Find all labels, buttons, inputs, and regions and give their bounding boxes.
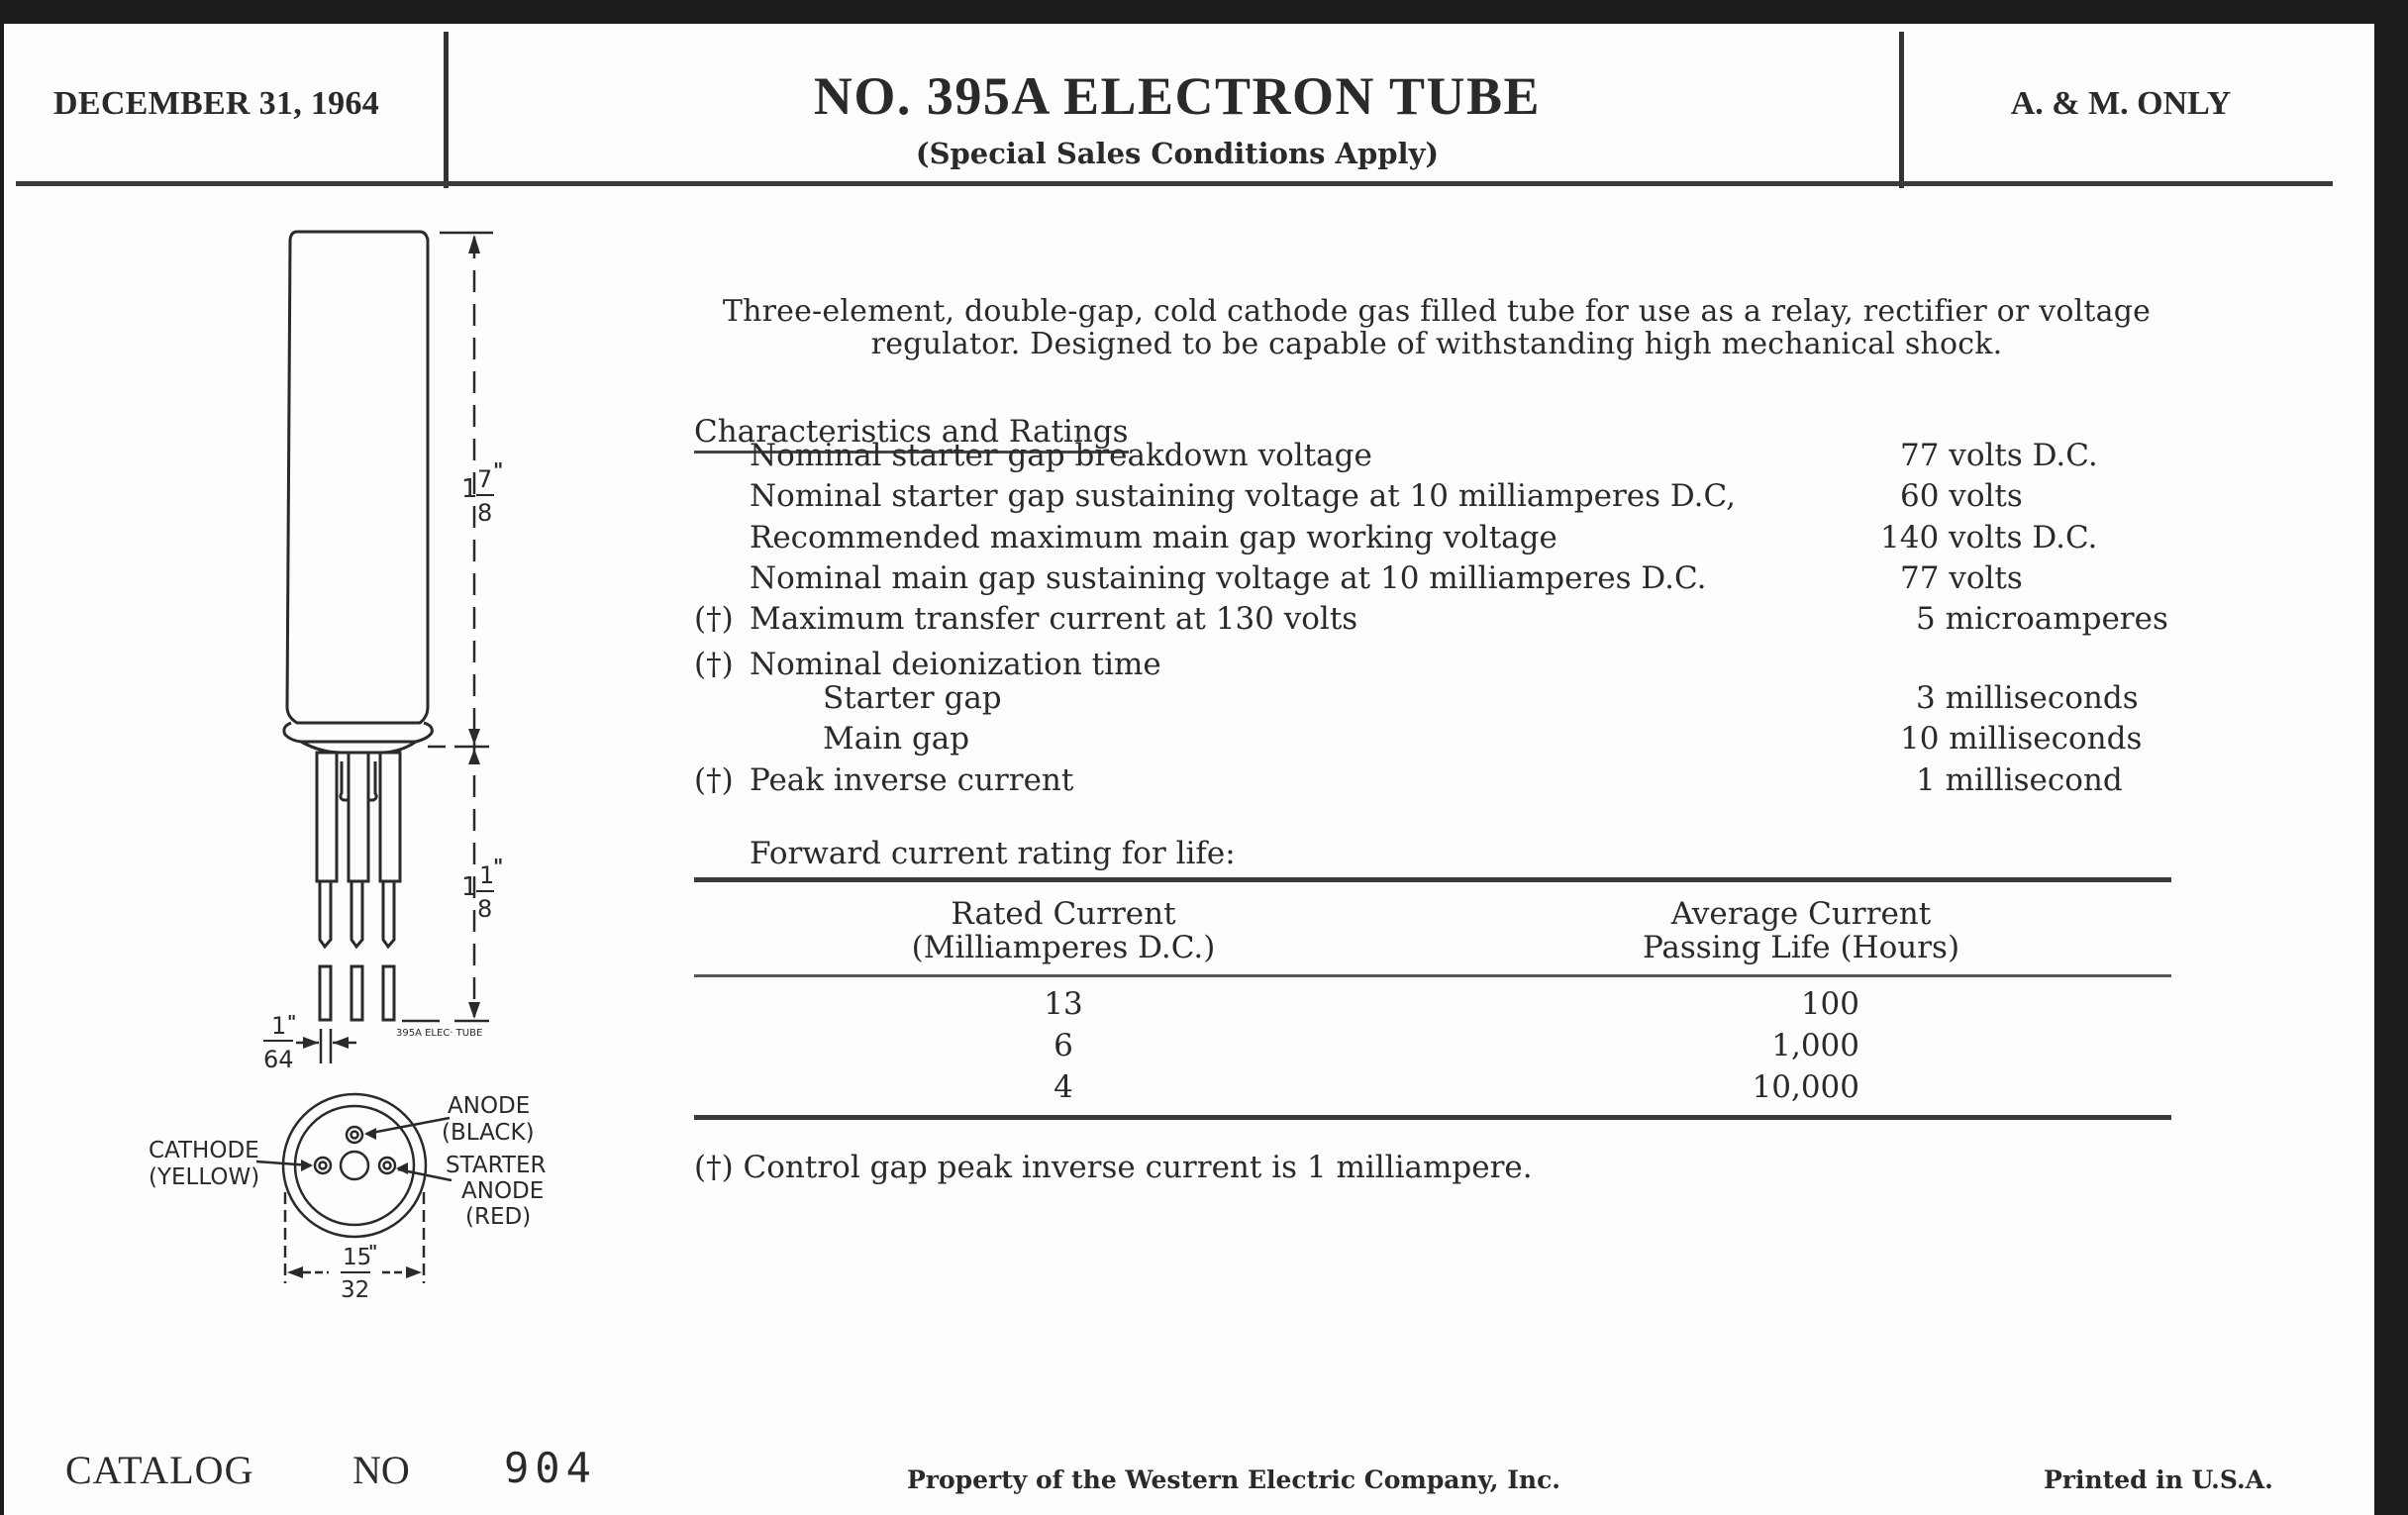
footer-property: Property of the Western Electric Company, Inc.: [907, 1465, 1561, 1494]
header-line: (Milliamperes D.C.): [911, 930, 1216, 965]
tube-base-bottom: [301, 742, 416, 753]
table-rule-bottom: [694, 1115, 2171, 1120]
table-cell-life: 10,000: [1752, 1069, 1859, 1105]
table-cell-rated: 6: [1054, 1028, 1073, 1063]
pin-bend-left: [341, 761, 348, 800]
table-cell-life: 100: [1800, 986, 1859, 1022]
label-starter-color: (RED): [465, 1204, 532, 1230]
characteristic-value: 3 milliseconds: [1916, 680, 2139, 716]
pin-left-lower: [320, 881, 331, 947]
inch-mark: ": [287, 1012, 297, 1033]
table-cell-life: 1,000: [1771, 1028, 1859, 1063]
scan-edge: [2374, 0, 2408, 1515]
catalog-number: 904: [504, 1444, 597, 1492]
footer-catalog-label: CATALOG: [65, 1448, 254, 1492]
header-line: Average Current: [1670, 896, 1932, 932]
characteristic-value: 1 millisecond: [1916, 762, 2123, 798]
table-rule-mid: [694, 974, 2171, 977]
anode-pin: [347, 1127, 362, 1143]
header-line: Passing Life (Hours): [1642, 930, 1960, 965]
table-rule-top: [694, 877, 2171, 882]
label-starter-anode: ANODE: [461, 1178, 545, 1204]
inch-mark: ": [493, 855, 504, 878]
characteristic-label: Nominal starter gap sustaining voltage at 10 milliamperes D.C,: [750, 478, 1736, 514]
arrow-down-icon: [468, 1002, 480, 1019]
inch-mark: ": [493, 458, 504, 482]
characteristic-label: Nominal main gap sustaining voltage at 10 milliamperes D.C.: [750, 560, 1707, 596]
arrow-up-icon: [468, 749, 480, 764]
tube-diagram: [4, 24, 697, 1331]
tube-body: [287, 232, 428, 723]
pin-bend-right: [369, 761, 376, 800]
characteristic-row: [694, 762, 2209, 803]
characteristic-value: 60 volts: [1900, 478, 2023, 514]
dim-pinwidth-num: 1: [271, 1012, 287, 1040]
header-line: Rated Current: [951, 896, 1176, 932]
characteristic-label: Peak inverse current: [750, 762, 1074, 798]
arrow-down-icon: [468, 729, 480, 745]
characteristic-value: 5 microamperes: [1916, 601, 2168, 637]
dim-diameter-den: 32: [341, 1277, 370, 1303]
label-anode-color: (BLACK): [442, 1120, 535, 1146]
footer-printed: Printed in U.S.A.: [2044, 1465, 2273, 1494]
label-cathode: CATHODE: [149, 1138, 259, 1163]
characteristic-label: Recommended maximum main gap working voltage: [750, 520, 1557, 556]
starter-anode-pin: [379, 1158, 395, 1173]
table-header-rated: [826, 897, 1301, 964]
characteristic-row: [694, 721, 2209, 761]
page-subtitle: (Special Sales Conditions Apply): [915, 137, 1440, 170]
restriction-label: A. & M. ONLY: [2010, 85, 2232, 122]
inch-mark: ": [368, 1242, 378, 1262]
dagger-marker: (†): [694, 647, 734, 682]
forward-current-label: Forward current rating for life:: [750, 836, 1236, 871]
arrow-up-icon: [468, 235, 480, 253]
arrow-right-icon: [301, 1160, 313, 1171]
characteristic-row: [694, 601, 2209, 642]
characteristic-row: [694, 438, 2209, 478]
characteristic-label: Maximum transfer current at 130 volts: [750, 601, 1358, 637]
dim-pinwidth-den: 64: [263, 1046, 294, 1073]
footnote: (†) Control gap peak inverse current is 1 milliampere.: [694, 1150, 1533, 1185]
dim-lead-num: 1: [479, 861, 495, 889]
characteristic-row: [694, 680, 2209, 721]
label-anode: ANODE: [448, 1093, 531, 1119]
pin-center-tip: [351, 966, 362, 1020]
arrow-left-icon: [287, 1266, 303, 1278]
pin-right-lower: [383, 881, 394, 947]
pin-center-upper: [349, 753, 368, 881]
dagger-marker: (†): [694, 762, 734, 798]
description: Three-element, double-gap, cold cathode gas filled tube for use as a relay, rectifier or voltage regulator. Designed to be capable of withstanding high mechanical shock.: [722, 294, 2152, 361]
forward-current-label-row: [694, 836, 2209, 876]
pin-left-tip: [320, 966, 331, 1020]
page-title: NO. 395A ELECTRON TUBE: [813, 66, 1542, 126]
dim-lead-whole: 1: [461, 872, 478, 902]
spec-sheet: [4, 24, 2374, 1515]
characteristic-value: 140 volts D.C.: [1880, 520, 2098, 556]
characteristic-row: [694, 520, 2209, 560]
pin-right-tip: [383, 966, 394, 1020]
characteristic-value: 10 milliseconds: [1900, 721, 2143, 757]
table-header-life: [1558, 897, 2044, 964]
tube-base-flange: [284, 723, 432, 742]
section-heading: Characteristics and Ratings: [694, 414, 1129, 454]
anode-leader: [366, 1118, 450, 1134]
characteristic-row: [694, 478, 2209, 519]
arrow-right-icon: [406, 1266, 422, 1278]
dim-diameter-num: 15: [343, 1245, 372, 1270]
arrow-right-icon: [303, 1037, 319, 1049]
base-center-hole: [341, 1152, 368, 1179]
cathode-pin: [315, 1158, 331, 1173]
table-cell-rated: 4: [1054, 1069, 1073, 1105]
characteristic-row: [694, 560, 2209, 601]
characteristic-label: Nominal starter gap breakdown voltage: [750, 438, 1372, 473]
characteristic-label: Nominal deionization time: [750, 647, 1161, 682]
label-starter: STARTER: [446, 1153, 547, 1178]
arrow-left-icon: [396, 1162, 408, 1174]
characteristic-label: Starter gap: [823, 680, 1002, 716]
dim-body-den: 8: [477, 499, 493, 527]
drawing-reference: 395A ELEC· TUBE: [396, 1028, 483, 1039]
dim-lead-den: 8: [477, 895, 493, 923]
characteristic-value: 77 volts: [1900, 560, 2023, 596]
dim-body-num: 7: [477, 465, 493, 493]
table-cell-rated: 13: [1044, 986, 1083, 1022]
footer-no-label: NO: [352, 1448, 410, 1492]
arrow-left-icon: [364, 1128, 376, 1140]
dagger-marker: (†): [694, 601, 734, 637]
pin-center-lower: [351, 881, 362, 947]
characteristic-label: Main gap: [823, 721, 970, 757]
header-date: DECEMBER 31, 1964: [53, 85, 380, 122]
dim-body-whole: 1: [461, 474, 478, 504]
pin-left-upper: [317, 753, 337, 881]
label-cathode-color: (YELLOW): [149, 1164, 260, 1190]
pin-right-upper: [380, 753, 400, 881]
characteristic-value: 77 volts D.C.: [1900, 438, 2098, 473]
arrow-left-icon: [333, 1037, 349, 1049]
